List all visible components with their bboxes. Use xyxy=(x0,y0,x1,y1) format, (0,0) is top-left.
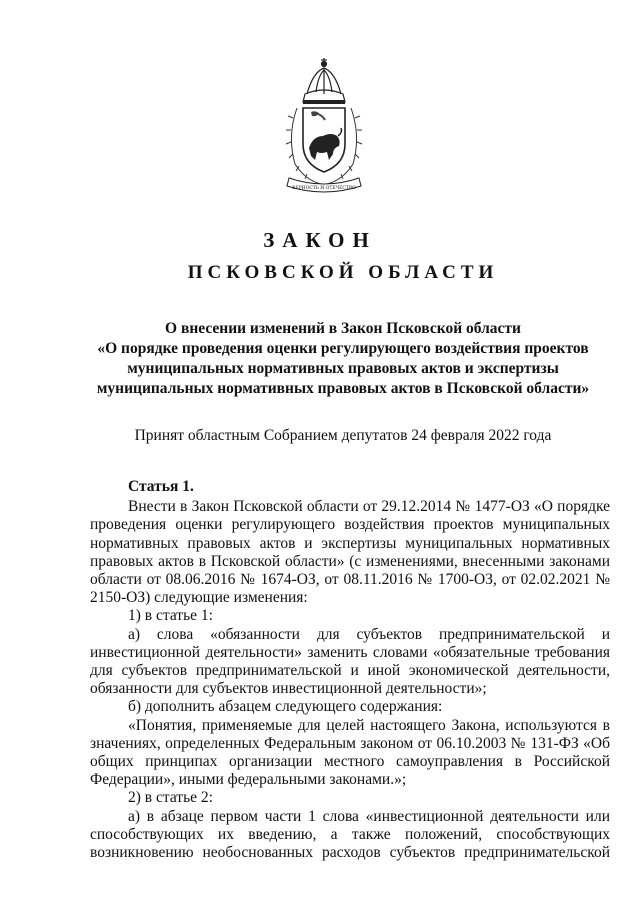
article-paragraph: «Понятия, применяемые для целей настоящего Закона, используются в значениях, определенных Федеральным законом от 06.10.2003 № 131-ФЗ «Об общих принципах организации местного самоуправления в Российской Федерации», иными федеральными законами.»; xyxy=(90,716,610,789)
article-paragraph: Внести в Закон Псковской области от 29.12.2014 № 1477-ОЗ «О порядке проведения оценки регулирующего воздействия проектов муниципальных нормативных правовых актов и экспертизы муниципальных нормативных правовых актов в Псковской области» (с изменениями, внесенными законами области от 08.06.2016 № 1674-ОЗ, от 08.11.2016 № 1700-ОЗ, от 02.02.2021 № 2150-ОЗ) следующие изменения: xyxy=(90,498,610,607)
article-paragraph: 1) в статье 1: xyxy=(128,607,213,625)
svg-text:ВЕРНОСТЬ И ОТЕЧЕСТВО: ВЕРНОСТЬ И ОТЕЧЕСТВО xyxy=(292,186,356,191)
article-title: Статья 1. xyxy=(128,478,194,495)
article-paragraph: 2) в статье 2: xyxy=(128,789,213,807)
article-paragraph: б) дополнить абзацем следующего содержания: xyxy=(128,698,443,716)
subject-line: «О порядке проведения оценки регулирующего воздействия проектов xyxy=(97,340,589,357)
adoption-date: Принят областным Собранием депутатов 24 февраля 2022 года xyxy=(134,427,552,444)
subject-line: О внесении изменений в Закон Псковской области xyxy=(165,320,521,337)
law-subject xyxy=(90,319,596,399)
subject-line: муниципальных нормативных правовых актов и экспертизы xyxy=(127,360,559,377)
law-region: ПСКОВСКОЙ ОБЛАСТИ xyxy=(187,262,499,283)
law-title: ЗАКОН xyxy=(263,228,377,252)
article-paragraph: а) слова «обязанности для субъектов предпринимательской и инвестиционной деятельности» заменить словами «обязательные требования для субъектов предпринимательской и иной экономической деятельности, обязанности для субъектов инвестиционной деятельности»; xyxy=(90,625,610,698)
article-paragraph: а) в абзаце первом части 1 слова «инвестиционной деятельности или способствующих их введению, а также положений, способствующих возникновению необоснованных расходов субъектов предпринимательской xyxy=(90,807,610,862)
article-body xyxy=(90,478,610,862)
subject-line: муниципальных нормативных правовых актов в Псковской области» xyxy=(96,380,590,397)
pskov-coat-of-arms-icon xyxy=(283,56,365,196)
